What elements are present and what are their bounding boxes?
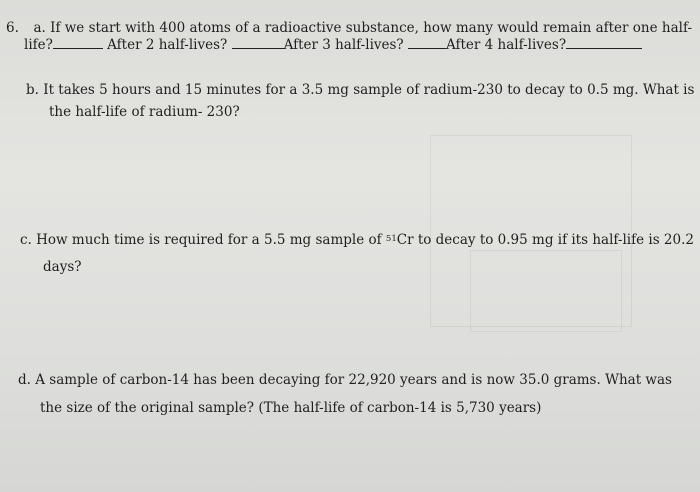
bleed-through-box [470, 250, 622, 332]
question-6d-line-2 [40, 400, 541, 416]
part-a-4-half-lives-label: After 4 half-lives? [445, 37, 567, 53]
answer-blank-3-half-lives[interactable] [408, 37, 446, 49]
question-6c-line-2 [43, 259, 81, 275]
question-6b-line-1 [26, 82, 694, 98]
part-a-2-half-lives-label: After 2 half-lives? [107, 37, 228, 53]
part-b-text-2: the half-life of radium- 230? [49, 104, 240, 120]
answer-blank-1-half-life[interactable] [53, 37, 103, 49]
answer-blank-2-half-lives[interactable] [232, 37, 284, 49]
part-c-label: c. [20, 232, 32, 248]
part-a-label: a. [33, 20, 46, 36]
part-c-text-1a: How much time is required for a 5.5 mg sample of [36, 232, 386, 248]
part-c-text-1b: Cr to decay to 0.95 mg if its half-life is 20.2 [396, 232, 694, 248]
part-b-text-1: It takes 5 hours and 15 minutes for a 3.5 mg sample of radium-230 to decay to 0.5 mg. What is [43, 82, 695, 98]
question-6a-line-1 [6, 20, 692, 36]
isotope-mass-number: 51 [385, 234, 397, 244]
part-d-text-1: A sample of carbon-14 has been decaying for 22,920 years and is now 35.0 grams. What was [35, 372, 672, 388]
part-c-text-2: days? [43, 259, 82, 275]
part-a-text-1: If we start with 400 atoms of a radioactive substance, how many would remain after one half- [50, 20, 693, 36]
question-6c-line-1 [20, 232, 694, 248]
question-6b-line-2 [49, 104, 240, 120]
question-number: 6. [6, 20, 19, 36]
question-6a-line-2 [24, 37, 642, 53]
part-a-3-half-lives-label: After 3 half-lives? [283, 37, 404, 53]
answer-blank-4-half-lives[interactable] [566, 37, 642, 49]
part-d-label: d. [18, 372, 31, 388]
part-d-text-2: the size of the original sample? (The half-life of carbon-14 is 5,730 years) [40, 400, 542, 416]
question-6d-line-1 [18, 372, 672, 388]
part-b-label: b. [26, 82, 39, 98]
part-a-life-label: life? [24, 37, 53, 53]
